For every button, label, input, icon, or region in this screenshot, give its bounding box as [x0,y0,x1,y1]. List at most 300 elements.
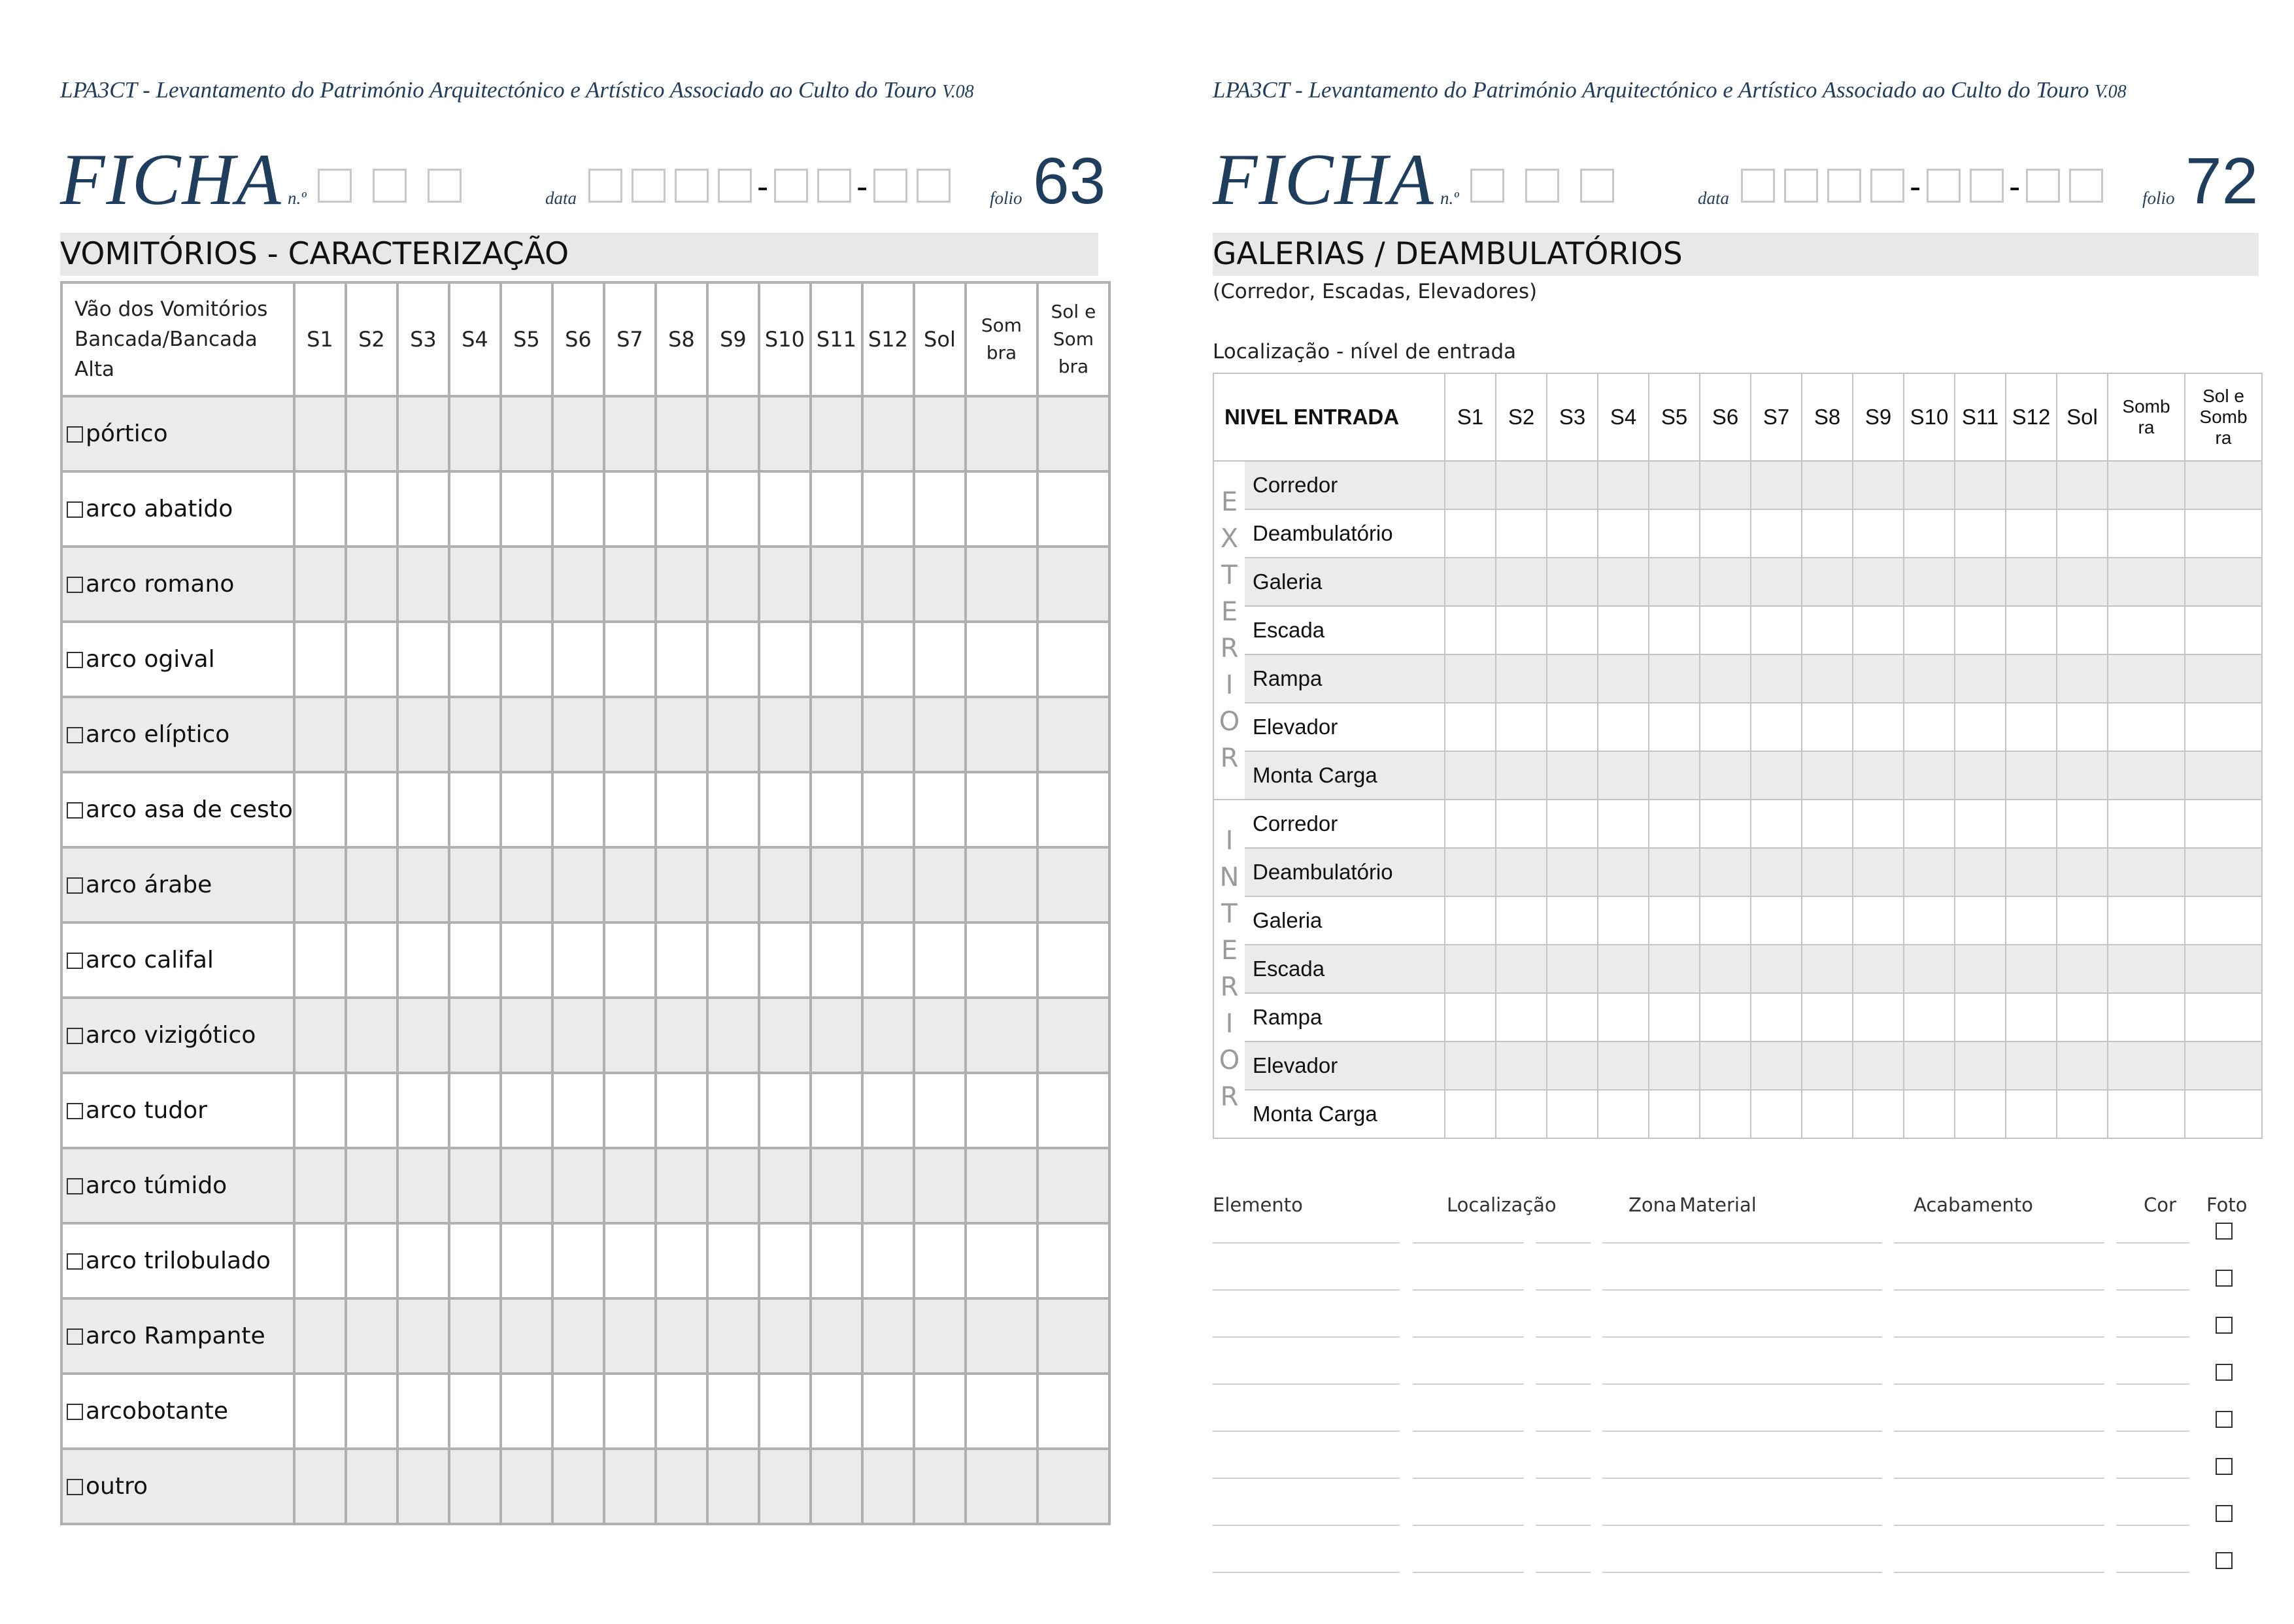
input-cell[interactable] [2006,896,2057,945]
input-cell[interactable] [1751,945,1802,993]
input-cell[interactable] [2057,1041,2108,1090]
input-cell[interactable] [1955,1090,2006,1138]
input-cell[interactable] [1700,848,1751,896]
input-cell[interactable] [1445,1090,1496,1138]
entry-line[interactable] [1536,1289,1591,1291]
input-cell[interactable] [2108,848,2185,896]
input-cell[interactable] [397,1223,449,1298]
input-cell[interactable] [1649,896,1700,945]
date-day-box[interactable] [917,169,951,203]
input-cell[interactable] [294,471,346,547]
input-cell[interactable] [1547,703,1598,751]
input-cell[interactable] [656,396,707,471]
input-cell[interactable] [2185,896,2262,945]
date-year-box[interactable] [675,169,709,203]
input-cell[interactable] [1037,396,1109,471]
input-cell[interactable] [2108,509,2185,558]
input-cell[interactable] [1853,896,1904,945]
input-cell[interactable] [862,1298,914,1374]
input-cell[interactable] [449,772,501,847]
input-cell[interactable] [1547,606,1598,654]
input-cell[interactable] [862,547,914,622]
input-cell[interactable] [1547,800,1598,848]
input-cell[interactable] [914,922,966,998]
entry-line[interactable] [1213,1242,1400,1243]
input-cell[interactable] [1037,1148,1109,1223]
entry-line[interactable] [1536,1242,1591,1243]
input-cell[interactable] [2108,1090,2185,1138]
entry-line[interactable] [1536,1430,1591,1432]
input-cell[interactable] [1649,800,1700,848]
input-cell[interactable] [397,1148,449,1223]
input-cell[interactable] [1445,751,1496,800]
input-cell[interactable] [811,547,862,622]
input-cell[interactable] [1649,1041,1700,1090]
input-cell[interactable] [1751,654,1802,703]
input-cell[interactable] [862,1449,914,1524]
input-cell[interactable] [759,772,811,847]
entry-line[interactable] [1413,1525,1524,1526]
input-cell[interactable] [656,622,707,697]
input-cell[interactable] [707,697,759,772]
input-cell[interactable] [707,772,759,847]
input-cell[interactable] [397,547,449,622]
input-cell[interactable] [966,922,1037,998]
input-cell[interactable] [707,998,759,1073]
input-cell[interactable] [449,922,501,998]
date-day-box[interactable] [2069,169,2103,203]
foto-checkbox[interactable] [2216,1223,2233,1240]
input-cell[interactable] [604,396,656,471]
numero-box[interactable] [318,169,352,203]
entry-line[interactable] [1602,1478,1882,1479]
input-cell[interactable] [2185,461,2262,509]
input-cell[interactable] [914,471,966,547]
input-cell[interactable] [1853,848,1904,896]
input-cell[interactable] [552,622,604,697]
input-cell[interactable] [2185,703,2262,751]
input-cell[interactable] [707,471,759,547]
input-cell[interactable] [2006,461,2057,509]
input-cell[interactable] [397,998,449,1073]
entry-line[interactable] [1413,1242,1524,1243]
input-cell[interactable] [707,1073,759,1148]
input-cell[interactable] [2057,606,2108,654]
input-cell[interactable] [1955,993,2006,1041]
input-cell[interactable] [1445,848,1496,896]
input-cell[interactable] [346,697,397,772]
input-cell[interactable] [966,847,1037,922]
input-cell[interactable] [2006,606,2057,654]
entry-line[interactable] [1602,1525,1882,1526]
input-cell[interactable] [1700,896,1751,945]
input-cell[interactable] [656,998,707,1073]
input-cell[interactable] [811,1223,862,1298]
input-cell[interactable] [1649,945,1700,993]
input-cell[interactable] [1598,1041,1649,1090]
input-cell[interactable] [552,1073,604,1148]
input-cell[interactable] [346,1223,397,1298]
input-cell[interactable] [1496,1041,1547,1090]
entry-line[interactable] [1894,1430,2104,1432]
input-cell[interactable] [1649,654,1700,703]
input-cell[interactable] [1037,471,1109,547]
input-cell[interactable] [2006,509,2057,558]
input-cell[interactable] [1496,800,1547,848]
entry-line[interactable] [2116,1383,2189,1385]
input-cell[interactable] [1649,848,1700,896]
input-cell[interactable] [759,922,811,998]
input-cell[interactable] [604,622,656,697]
input-cell[interactable] [1751,993,1802,1041]
input-cell[interactable] [759,396,811,471]
input-cell[interactable] [346,1073,397,1148]
input-cell[interactable] [346,998,397,1073]
input-cell[interactable] [1904,558,1955,606]
input-cell[interactable] [1700,751,1751,800]
numero-box[interactable] [373,169,407,203]
input-cell[interactable] [1853,558,1904,606]
input-cell[interactable] [1598,896,1649,945]
input-cell[interactable] [656,697,707,772]
input-cell[interactable] [1547,1041,1598,1090]
input-cell[interactable] [2006,751,2057,800]
input-cell[interactable] [811,1298,862,1374]
input-cell[interactable] [294,622,346,697]
input-cell[interactable] [1445,800,1496,848]
entry-line[interactable] [1213,1525,1400,1526]
input-cell[interactable] [552,396,604,471]
input-cell[interactable] [2057,654,2108,703]
input-cell[interactable] [862,1223,914,1298]
input-cell[interactable] [1700,1041,1751,1090]
input-cell[interactable] [914,772,966,847]
input-cell[interactable] [501,922,552,998]
input-cell[interactable] [1649,558,1700,606]
input-cell[interactable] [811,396,862,471]
entry-line[interactable] [2116,1572,2189,1573]
entry-line[interactable] [1894,1572,2104,1573]
input-cell[interactable] [501,1223,552,1298]
input-cell[interactable] [1547,751,1598,800]
input-cell[interactable] [966,772,1037,847]
input-cell[interactable] [2108,993,2185,1041]
input-cell[interactable] [1853,461,1904,509]
input-cell[interactable] [294,1148,346,1223]
entry-line[interactable] [1213,1478,1400,1479]
input-cell[interactable] [1802,1090,1853,1138]
input-cell[interactable] [1037,622,1109,697]
input-cell[interactable] [1802,1041,1853,1090]
entry-line[interactable] [2116,1289,2189,1291]
input-cell[interactable] [552,1223,604,1298]
input-cell[interactable] [1802,800,1853,848]
input-cell[interactable] [1853,993,1904,1041]
input-cell[interactable] [2006,703,2057,751]
input-cell[interactable] [397,922,449,998]
input-cell[interactable] [1700,945,1751,993]
input-cell[interactable] [1598,509,1649,558]
input-cell[interactable] [346,1449,397,1524]
input-cell[interactable] [1037,1298,1109,1374]
input-cell[interactable] [501,1148,552,1223]
input-cell[interactable] [1598,558,1649,606]
input-cell[interactable] [449,998,501,1073]
input-cell[interactable] [1904,461,1955,509]
input-cell[interactable] [2185,1041,2262,1090]
input-cell[interactable] [604,922,656,998]
checkbox[interactable] [67,1178,83,1194]
input-cell[interactable] [346,547,397,622]
input-cell[interactable] [1598,800,1649,848]
input-cell[interactable] [966,1148,1037,1223]
input-cell[interactable] [1649,751,1700,800]
input-cell[interactable] [1751,461,1802,509]
entry-line[interactable] [1213,1336,1400,1338]
entry-line[interactable] [1894,1242,2104,1243]
input-cell[interactable] [397,622,449,697]
input-cell[interactable] [501,697,552,772]
input-cell[interactable] [501,998,552,1073]
input-cell[interactable] [346,1148,397,1223]
input-cell[interactable] [1700,703,1751,751]
input-cell[interactable] [2108,800,2185,848]
input-cell[interactable] [707,847,759,922]
input-cell[interactable] [862,998,914,1073]
input-cell[interactable] [1598,945,1649,993]
input-cell[interactable] [759,471,811,547]
input-cell[interactable] [1547,896,1598,945]
input-cell[interactable] [294,772,346,847]
input-cell[interactable] [707,1449,759,1524]
checkbox[interactable] [67,1028,83,1044]
input-cell[interactable] [811,1374,862,1449]
input-cell[interactable] [1802,945,1853,993]
input-cell[interactable] [449,847,501,922]
input-cell[interactable] [1904,945,1955,993]
checkbox[interactable] [67,501,83,518]
input-cell[interactable] [501,772,552,847]
checkbox[interactable] [67,1328,83,1345]
input-cell[interactable] [1751,1090,1802,1138]
input-cell[interactable] [656,1223,707,1298]
input-cell[interactable] [2006,848,2057,896]
input-cell[interactable] [2057,558,2108,606]
input-cell[interactable] [707,622,759,697]
input-cell[interactable] [449,1223,501,1298]
input-cell[interactable] [1955,509,2006,558]
date-year-box[interactable] [1827,169,1861,203]
input-cell[interactable] [1547,848,1598,896]
input-cell[interactable] [449,1148,501,1223]
input-cell[interactable] [1445,558,1496,606]
checkbox[interactable] [67,877,83,894]
entry-line[interactable] [1602,1572,1882,1573]
input-cell[interactable] [2057,800,2108,848]
entry-line[interactable] [1602,1430,1882,1432]
input-cell[interactable] [604,1449,656,1524]
input-cell[interactable] [914,1073,966,1148]
input-cell[interactable] [1802,461,1853,509]
input-cell[interactable] [811,697,862,772]
input-cell[interactable] [914,847,966,922]
input-cell[interactable] [1853,800,1904,848]
input-cell[interactable] [656,772,707,847]
input-cell[interactable] [759,697,811,772]
input-cell[interactable] [346,772,397,847]
date-day-box[interactable] [873,169,907,203]
input-cell[interactable] [2057,1090,2108,1138]
date-day-box[interactable] [2026,169,2060,203]
date-month-box[interactable] [817,169,851,203]
input-cell[interactable] [552,847,604,922]
input-cell[interactable] [966,1223,1037,1298]
input-cell[interactable] [1496,703,1547,751]
input-cell[interactable] [397,1449,449,1524]
input-cell[interactable] [1445,945,1496,993]
input-cell[interactable] [1751,509,1802,558]
input-cell[interactable] [1598,461,1649,509]
input-cell[interactable] [1904,703,1955,751]
input-cell[interactable] [501,471,552,547]
input-cell[interactable] [2108,1041,2185,1090]
input-cell[interactable] [759,1298,811,1374]
input-cell[interactable] [1649,461,1700,509]
input-cell[interactable] [966,1449,1037,1524]
entry-line[interactable] [1894,1289,2104,1291]
input-cell[interactable] [2006,558,2057,606]
input-cell[interactable] [2108,751,2185,800]
foto-checkbox[interactable] [2216,1364,2233,1381]
input-cell[interactable] [552,547,604,622]
entry-line[interactable] [2116,1336,2189,1338]
input-cell[interactable] [914,547,966,622]
entry-line[interactable] [1413,1478,1524,1479]
input-cell[interactable] [552,998,604,1073]
input-cell[interactable] [1496,654,1547,703]
input-cell[interactable] [397,1374,449,1449]
input-cell[interactable] [1853,509,1904,558]
entry-line[interactable] [1536,1525,1591,1526]
input-cell[interactable] [294,697,346,772]
input-cell[interactable] [346,396,397,471]
input-cell[interactable] [1904,848,1955,896]
input-cell[interactable] [604,697,656,772]
date-year-box[interactable] [1741,169,1775,203]
input-cell[interactable] [1445,654,1496,703]
input-cell[interactable] [656,1374,707,1449]
input-cell[interactable] [1700,654,1751,703]
input-cell[interactable] [2057,993,2108,1041]
input-cell[interactable] [2185,558,2262,606]
input-cell[interactable] [449,396,501,471]
input-cell[interactable] [914,622,966,697]
input-cell[interactable] [1037,998,1109,1073]
input-cell[interactable] [346,471,397,547]
input-cell[interactable] [2185,654,2262,703]
input-cell[interactable] [604,1223,656,1298]
input-cell[interactable] [707,1148,759,1223]
input-cell[interactable] [2185,848,2262,896]
input-cell[interactable] [1751,703,1802,751]
input-cell[interactable] [346,847,397,922]
input-cell[interactable] [1547,654,1598,703]
input-cell[interactable] [1904,654,1955,703]
input-cell[interactable] [1700,800,1751,848]
input-cell[interactable] [811,1148,862,1223]
input-cell[interactable] [1802,703,1853,751]
input-cell[interactable] [966,471,1037,547]
input-cell[interactable] [2108,558,2185,606]
input-cell[interactable] [1751,848,1802,896]
entry-line[interactable] [1213,1289,1400,1291]
input-cell[interactable] [1700,461,1751,509]
entry-line[interactable] [1602,1242,1882,1243]
input-cell[interactable] [862,847,914,922]
input-cell[interactable] [914,998,966,1073]
input-cell[interactable] [2185,509,2262,558]
input-cell[interactable] [1547,945,1598,993]
input-cell[interactable] [604,998,656,1073]
entry-line[interactable] [1536,1383,1591,1385]
date-year-box[interactable] [632,169,666,203]
input-cell[interactable] [1802,654,1853,703]
input-cell[interactable] [1955,461,2006,509]
input-cell[interactable] [1496,848,1547,896]
checkbox[interactable] [67,1404,83,1420]
input-cell[interactable] [1955,751,2006,800]
input-cell[interactable] [1853,945,1904,993]
input-cell[interactable] [1853,703,1904,751]
input-cell[interactable] [1853,606,1904,654]
input-cell[interactable] [656,547,707,622]
input-cell[interactable] [1496,461,1547,509]
input-cell[interactable] [1445,1041,1496,1090]
input-cell[interactable] [656,847,707,922]
input-cell[interactable] [1598,848,1649,896]
entry-line[interactable] [1894,1525,2104,1526]
input-cell[interactable] [1445,461,1496,509]
date-year-box[interactable] [588,169,622,203]
input-cell[interactable] [1445,606,1496,654]
input-cell[interactable] [966,396,1037,471]
input-cell[interactable] [346,922,397,998]
numero-box[interactable] [1470,169,1504,203]
input-cell[interactable] [966,1374,1037,1449]
input-cell[interactable] [966,1298,1037,1374]
checkbox[interactable] [67,577,83,593]
input-cell[interactable] [2057,945,2108,993]
input-cell[interactable] [2108,896,2185,945]
input-cell[interactable] [1751,1041,1802,1090]
entry-line[interactable] [1602,1383,1882,1385]
input-cell[interactable] [1751,606,1802,654]
input-cell[interactable] [397,1073,449,1148]
input-cell[interactable] [1037,1374,1109,1449]
date-month-box[interactable] [774,169,808,203]
input-cell[interactable] [1751,558,1802,606]
input-cell[interactable] [1955,606,2006,654]
input-cell[interactable] [1445,896,1496,945]
input-cell[interactable] [294,1298,346,1374]
input-cell[interactable] [914,1148,966,1223]
date-month-box[interactable] [1927,169,1961,203]
input-cell[interactable] [2006,993,2057,1041]
input-cell[interactable] [449,547,501,622]
input-cell[interactable] [604,471,656,547]
input-cell[interactable] [759,622,811,697]
input-cell[interactable] [552,1298,604,1374]
